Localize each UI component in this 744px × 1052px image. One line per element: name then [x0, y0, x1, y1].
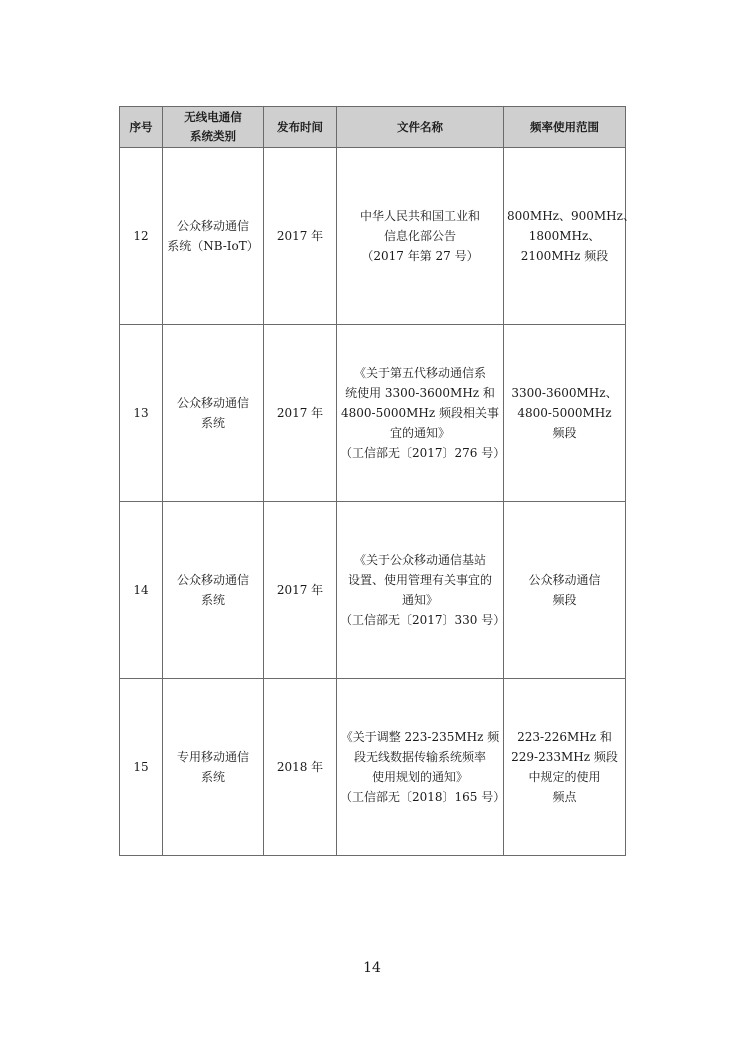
cell-category	[163, 148, 264, 325]
cell-line: （工信部无〔2017〕276 号）	[340, 446, 506, 460]
cell-line: 《关于调整 223-235MHz 频	[340, 730, 500, 744]
cell-line: 3300-3600MHz、	[511, 386, 618, 400]
cell-line: 通知》	[401, 593, 438, 607]
header-time: 发布时间	[264, 107, 337, 148]
cell-category	[163, 679, 264, 856]
cell-document	[337, 325, 504, 502]
cell-time: 2017 年	[264, 325, 337, 502]
cell-line: 频段	[552, 593, 577, 607]
cell-line: 229-233MHz 频段	[511, 750, 618, 764]
cell-line: 《关于第五代移动通信系	[353, 366, 486, 380]
table-row	[120, 502, 626, 679]
cell-line: 设置、使用管理有关事宜的	[347, 573, 492, 587]
cell-time: 2017 年	[264, 502, 337, 679]
cell-frequency	[504, 679, 626, 856]
cell-line: 系统（NB-IoT）	[167, 239, 259, 253]
cell-line: 4800-5000MHz	[517, 406, 612, 420]
cell-line: 使用规划的通知》	[371, 770, 468, 784]
cell-time: 2018 年	[264, 679, 337, 856]
cell-frequency	[504, 148, 635, 325]
table-row	[120, 325, 626, 502]
table-row	[120, 148, 626, 325]
frequency-regulation-table	[119, 106, 635, 856]
header-category-line-1: 无线电通信	[184, 110, 242, 124]
header-category	[163, 107, 264, 148]
cell-line: 统使用 3300-3600MHz 和	[345, 386, 495, 400]
table-row	[120, 679, 626, 856]
cell-line: 专用移动通信	[176, 750, 249, 764]
cell-index: 12	[120, 148, 163, 325]
header-frequency: 频率使用范围	[504, 107, 626, 148]
cell-document	[337, 148, 504, 325]
table-header-row	[120, 107, 626, 148]
cell-category	[163, 502, 264, 679]
cell-line: 中规定的使用	[528, 770, 601, 784]
cell-line: 1800MHz、	[528, 229, 601, 243]
cell-line: 系统	[200, 770, 225, 784]
cell-document	[337, 679, 504, 856]
cell-index: 13	[120, 325, 163, 502]
cell-category	[163, 325, 264, 502]
cell-line: 223-226MHz 和	[517, 730, 612, 744]
cell-line: 《关于公众移动通信基站	[353, 553, 486, 567]
cell-index: 15	[120, 679, 163, 856]
cell-line: 4800-5000MHz 频段相关事	[340, 406, 500, 420]
cell-line: 公众移动通信	[528, 573, 601, 587]
cell-line: 系统	[200, 593, 225, 607]
cell-line: 频点	[552, 790, 577, 804]
cell-line: 频段	[552, 426, 577, 440]
header-category-line-2: 系统类别	[190, 129, 236, 143]
cell-line: 公众移动通信	[176, 573, 249, 587]
header-index: 序号	[120, 107, 163, 148]
page-number: 14	[363, 960, 381, 976]
cell-line: （工信部无〔2018〕165 号）	[340, 790, 506, 804]
cell-index: 14	[120, 502, 163, 679]
cell-document	[337, 502, 504, 679]
cell-frequency	[504, 502, 626, 679]
cell-line: 公众移动通信	[176, 219, 249, 233]
header-document: 文件名称	[337, 107, 504, 148]
cell-line: 段无线数据传输系统频率	[353, 750, 486, 764]
cell-line: 系统	[200, 416, 225, 430]
cell-line: 信息化部公告	[383, 229, 456, 243]
cell-line: 2100MHz 频段	[520, 249, 609, 263]
cell-frequency	[504, 325, 626, 502]
cell-line: 800MHz、900MHz、	[507, 209, 635, 223]
cell-line: 中华人民共和国工业和	[359, 209, 480, 223]
cell-line: （工信部无〔2017〕330 号）	[340, 613, 506, 627]
cell-line: 宜的通知》	[389, 426, 450, 440]
cell-line: （2017 年第 27 号）	[361, 249, 479, 263]
cell-line: 公众移动通信	[176, 396, 249, 410]
cell-time: 2017 年	[264, 148, 337, 325]
